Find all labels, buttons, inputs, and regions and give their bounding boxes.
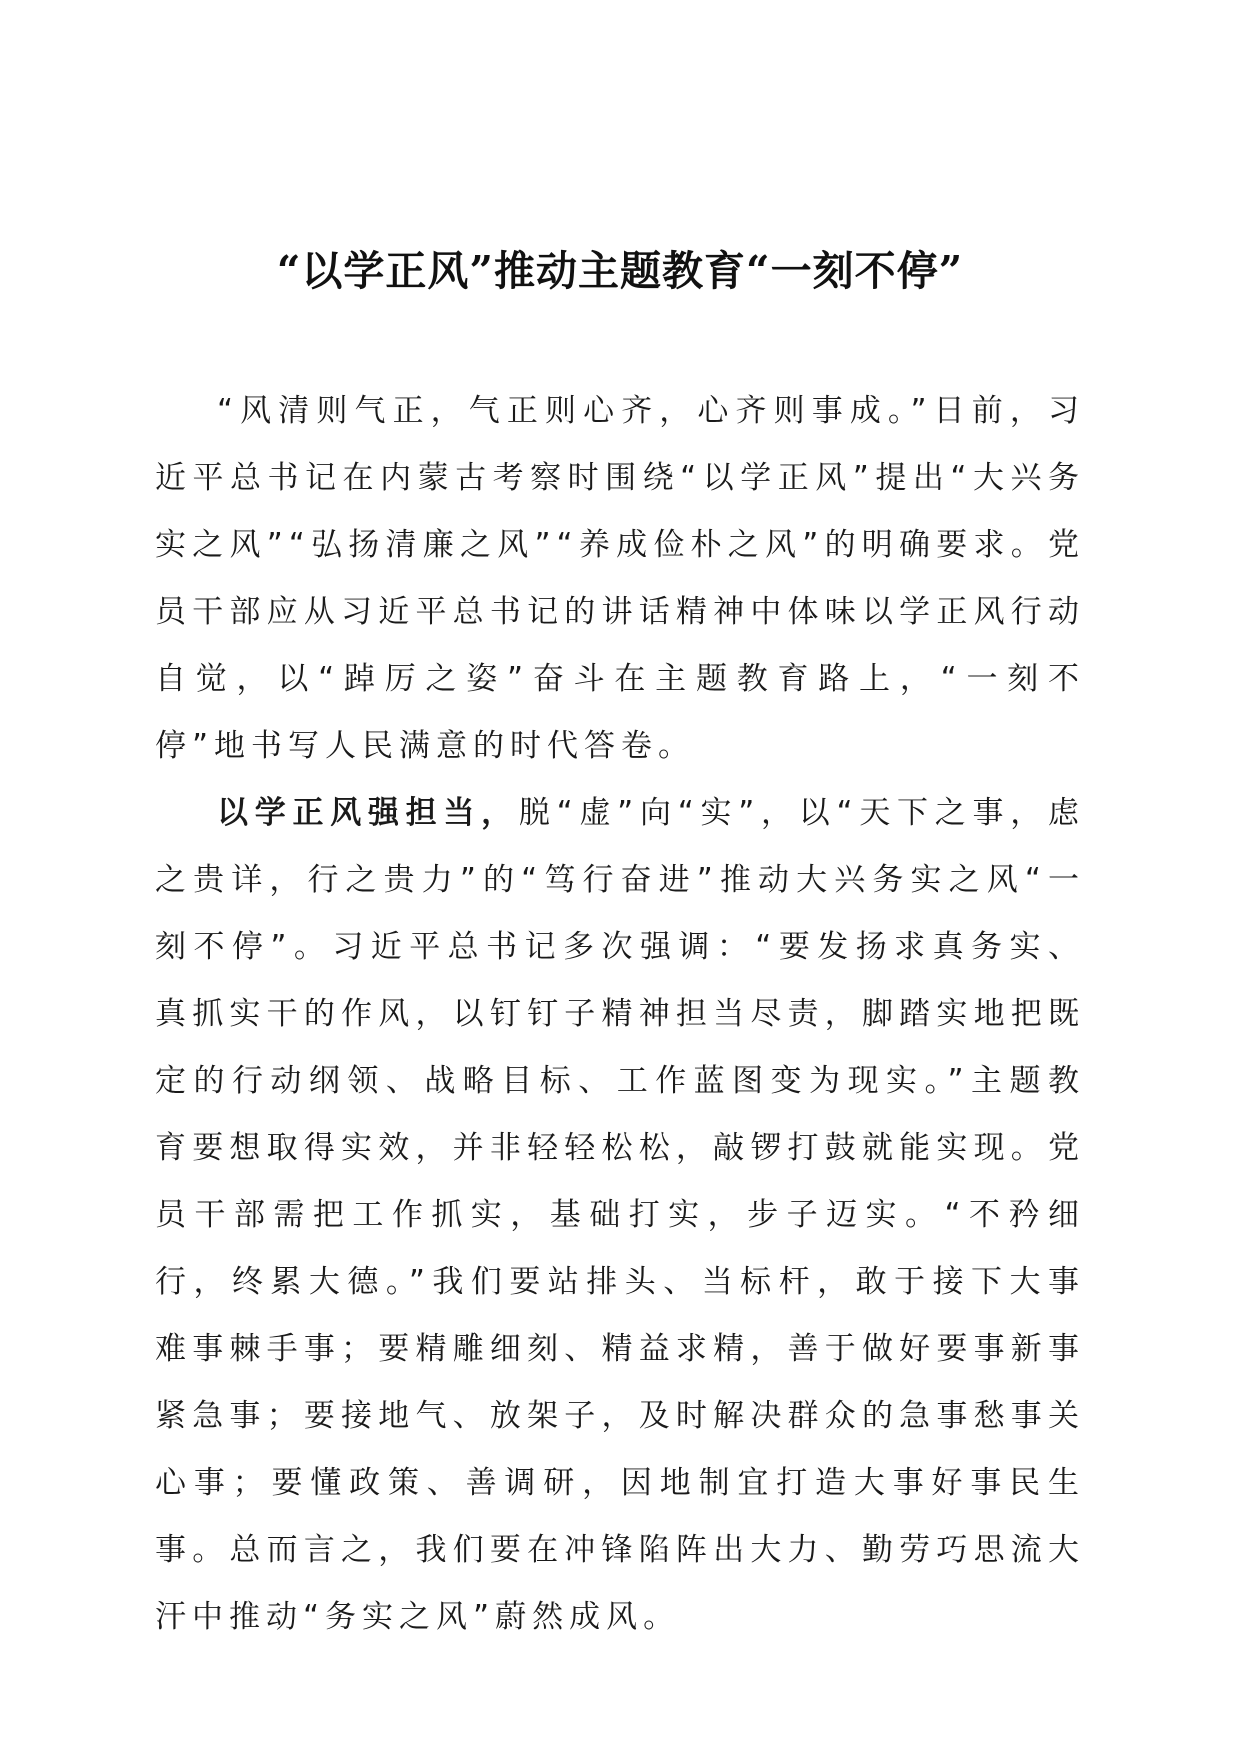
paragraph-intro	[155, 378, 1085, 780]
paragraph-section-1-lead: 以学正风强担当，	[217, 795, 519, 831]
document-title: “以学正风”推动主题教育“一刻不停”	[276, 247, 964, 295]
paragraph-section-1-text: 脱“虚”向“实”，以“天下之事，虑之贵详，行之贵力”的“笃行奋进”推动大兴务实之风“一刻不停”。习近平总书记多次强调：“要发扬求真务实、真抓实干的作风，以钉钉子精神担当尽责，脚踏实地把既定的行动纲领、战略目标、工作蓝图变为现实。”主题教育要想取得实效，并非轻轻松松，敲锣打鼓就能实现。党员干部需把工作抓实，基础打实，步子迈实。“不矜细行，终累大德。”我们要站排头、当标杆，敢于接下大事难事棘手事；要精雕细刻、精益求精，善于做好要事新事紧急事；要接地气、放架子，及时解决群众的急事愁事关心事；要懂政策、善调研，因地制宜打造大事好事民生事。总而言之，我们要在冲锋陷阵出大力、勤劳巧思流大汗中推动“务实之风”蔚然成风。	[155, 795, 1085, 1635]
paragraph-section-1	[155, 780, 1085, 1651]
document-body	[155, 378, 1085, 1651]
paragraph-intro-text: “风清则气正，气正则心齐，心齐则事成。”日前，习近平总书记在内蒙古考察时围绕“以学正风”提出“大兴务实之风”“弘扬清廉之风”“养成俭朴之风”的明确要求。党员干部应从习近平总书记的讲话精神中体味以学正风行动自觉，以“踔厉之姿”奋斗在主题教育路上，“一刻不停”地书写人民满意的时代答卷。	[155, 393, 1085, 764]
